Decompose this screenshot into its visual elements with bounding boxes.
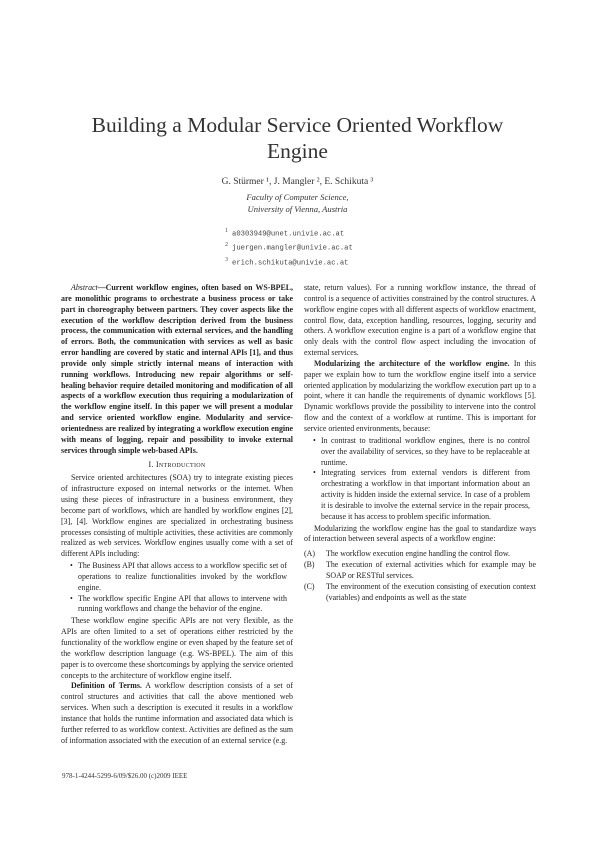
abstract: Abstract—Current workflow engines, often based on WS-BPEL, are monolithic programs to orchestrate a business process or take part in choreography between partners. They cover aspects like the execution of the workflow description derived from the business process, the communication with external services, and the handling of errors. Both, the communication with services as well as basic error handling are covered by static and internal APIs [1], and thus provide only simple strictly internal means of interaction with running workflows. Introducing new repair algorithms or self-healing behavior require detailed monitoring and modification of all aspects of a workflow execution thus requiring a modularization of the workflow engine itself. In this paper we will present a modular and service oriented workflow engine. Modularity and service-orientedness are realized by integrating a workflow execution engine with means of logging, repair and possibility to invoke external services through simple web-based APIs. xyxy=(61,283,293,455)
email-address[interactable]: erich.schikuta@univie.ac.at xyxy=(232,259,349,268)
email-line xyxy=(225,226,353,240)
modularizing-goal: Modularizing the workflow engine has the goal to standardize ways of interaction between several aspects of a workflow engine: xyxy=(304,523,536,544)
list-label: (B) xyxy=(304,560,315,570)
section-number: I. xyxy=(148,459,154,469)
aspects-list xyxy=(304,549,536,603)
affiliation-faculty: Faculty of Computer Science, xyxy=(246,192,349,202)
list-item xyxy=(304,549,536,560)
intro-paragraph: Service oriented architectures (SOA) try to integrate existing pieces of infrastructure exposed on internal networks or the internet. When using these pieces of infrastructure in a business environment, they become part of workflows, which are handled by workflow engines [2], [3], [4]. Workflow engines are specialized in orchestrating business processes consisting of multiple activities, these activities are commonly realized as web services. Workflow engines usually come with a set of different APIs including: xyxy=(61,473,293,559)
affiliation-university: University of Vienna, Austria xyxy=(247,203,348,214)
list-text: The execution of external activities which for example may be SOAP or RESTful services. xyxy=(326,560,536,580)
list-item xyxy=(304,582,536,604)
modularizing-text: In this paper we explain how to turn the workflow engine itself into a service oriented application by modularizing the workflow execution part up to a point, where it can handle the requirements of dynamic workflows [5]. Dynamic workflows provide the possibility to intervene into the control flow and the context of a workflow at runtime. This is important for service oriented environments, because: xyxy=(304,358,536,433)
email-line xyxy=(225,240,353,254)
email-list xyxy=(225,226,353,269)
modularizing-paragraph xyxy=(304,359,536,435)
reasons-list xyxy=(304,436,536,523)
author-list: G. Stürmer ¹, J. Mangler ², E. Schikuta ³ xyxy=(221,177,374,187)
abstract-text: Current workflow engines, often based on WS-BPEL, are monolithic programs to orchestrate a business process or take part in choreography between partners. They cover aspects like the execution of the workflow description derived from the business process, the communication with external services, and the handling of errors. Both, the communication with services as well as basic error handling are covered by static and internal APIs [1], and thus provide only simple strictly internal means of interaction with running workflows. Introducing new repair algorithms or self-healing behavior require detailed monitoring and modification of all aspects of a workflow execution thus requiring a modularization of the workflow engine itself. In this paper we will present a modular and service oriented workflow engine. Modularity and service-orientedness are realized by integrating a workflow execution engine with means of logging, repair and possibility to invoke external services through simple web-based APIs. xyxy=(61,283,293,455)
section-title: Introduction xyxy=(155,459,206,469)
list-item: • In contrast to traditional workflow engines, there is no control over the availability of services, so they have to be replaceable at runtime. xyxy=(304,436,536,469)
list-text: The environment of the execution consisting of execution context (variables) and endpoints as well as the state xyxy=(326,581,536,602)
list-text: The workflow execution engine handling the control flow. xyxy=(326,549,510,559)
intro-paragraph: These workflow engine specific APIs are not very flexible, as the APIs are often limited to a set of operations either restricted by the functionality of the workflow engine or even shaped by the feature set of the workflow description language (e.g. WS-BPEL). The aim of this paper is to overcome these shortcomings by applying the service oriented concepts to the architecture of workflow engine itself. xyxy=(61,616,293,680)
email-address[interactable]: juergen.mangler@univie.ac.at xyxy=(232,244,353,253)
continued-text: state, return values). For a running workflow instance, the thread of control is a sequence of activities constrained by the control structures. A workflow engine copes with all different aspects of workflow enactment, control flow, data, exception handling, resources, logging, security and others. A workflow execution engine is a part of a workflow engine that only deals with the control flow aspect including the invocation of external services. xyxy=(304,283,536,358)
modularizing-heading: Modularizing the architecture of the workflow engine. xyxy=(314,358,510,368)
left-column xyxy=(61,283,293,746)
api-list xyxy=(61,561,293,615)
copyright-footer: 978-1-4244-5299-6/09/$26.00 (c)2009 IEEE xyxy=(62,772,188,780)
abstract-label: Abstract xyxy=(71,283,98,292)
list-label: (C) xyxy=(304,581,315,591)
definition-text: A workflow description consists of a set of control structures and activities that call the above mentioned web services. When such a description is executed it results in a workflow instance that holds the runtime information and associated data which is further referred to as workflow context. Activities are defined as the sum of information associated with the execution of an external service (e.g. xyxy=(61,681,294,745)
list-item xyxy=(304,560,536,582)
definition-paragraph xyxy=(61,681,293,746)
affiliation xyxy=(60,192,535,215)
list-item: • The workflow specific Engine API that allows to intervene with running workflows and change the behavior of the engine. xyxy=(61,594,293,616)
email-number: 3 xyxy=(225,256,228,263)
list-item: • Integrating services from external vendors is different from orchestrating a workflow in that important information about an activity is hidden inside the external service. In case of a problem it is desirable to involve the external service in the repair process, because it has access to problem specific information. xyxy=(304,468,536,522)
email-number: 2 xyxy=(225,242,228,249)
definition-heading: Definition of Terms. xyxy=(71,681,142,691)
email-number: 1 xyxy=(225,228,228,234)
list-item: • The Business API that allows access to a workflow specific set of operations to realize functionalities invoked by the workflow engine. xyxy=(61,561,293,594)
email-address[interactable]: a0303949@unet.univie.ac.at xyxy=(232,230,345,239)
email-line xyxy=(225,255,353,269)
section-heading xyxy=(61,460,293,471)
right-column xyxy=(304,283,536,603)
list-label: (A) xyxy=(304,549,315,559)
paper-title: Building a Modular Service Oriented Workflow Engine xyxy=(91,113,504,163)
